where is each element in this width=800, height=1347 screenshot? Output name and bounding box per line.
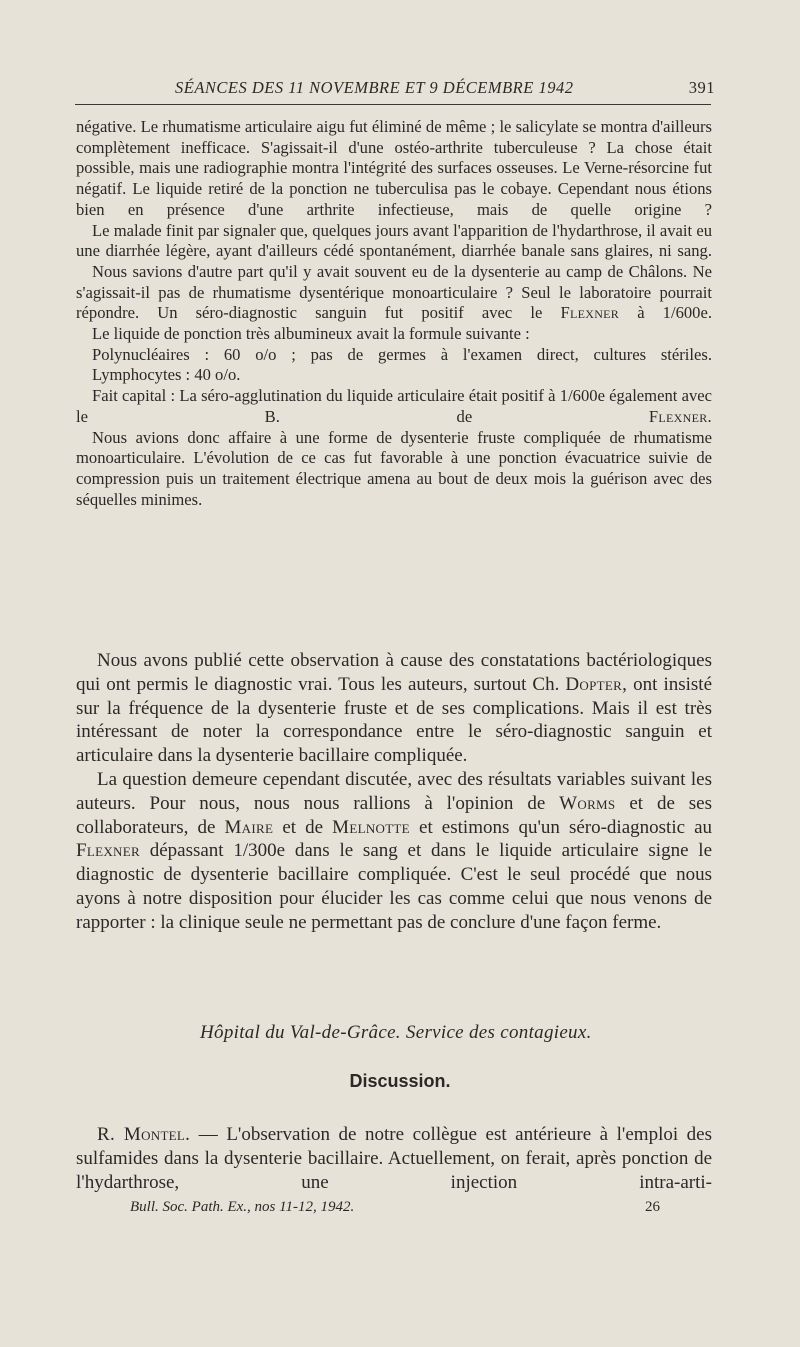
discussion-heading: Discussion. xyxy=(349,1071,451,1091)
author-name: Flexner xyxy=(560,303,620,323)
bulletin-citation: Bull. Soc. Path. Ex., nos 11-12, 1942. xyxy=(130,1199,355,1215)
author-name: Dopter, xyxy=(565,673,628,695)
case-paragraph-lymphocytes: Lymphocytes : 40 o/o. xyxy=(92,365,241,385)
discussion-body xyxy=(76,1123,712,1194)
case-paragraph-origin: négative. Le rhumatisme articulaire aigu fut éliminé de même ; le salicylate se montra d'ailleurs complètement inefficace. S'agissait-il d'une ostéo-arthrite tuberculeuse ? La chose était possible, mais une radiographie montra l'intégrité des surfaces osseuses. Le Verne-résorcine fut négatif. Le liquide retiré de la ponction ne tuberculisa pas le cobaye. Cependant nous étions bien en présence d'une arthrite infectieuse, mais de quelle origine ? xyxy=(76,117,712,219)
author-name: Melnotte xyxy=(332,816,410,838)
signature-number: 26 xyxy=(645,1199,660,1215)
case-paragraph-laboratory xyxy=(76,262,712,324)
discussion-text: — L'observation de notre collègue est antérieure à l'emploi des sulfamides dans la dysenterie bacillaire. Actuellement, on ferait, après ponction de l'hydarthrose, une injection intra-arti- xyxy=(76,1124,713,1193)
case-paragraph-agglutination xyxy=(76,386,712,427)
commentary-paragraph-1: Nous avons publié cette observation à cause des constatations bactériologiques qui ont permis le diagnostic vrai. Tous les auteurs, surtout Ch. Dopter, ont insisté sur la fréquence de la dysenterie fruste et de ses complications. Mais il est très intéressant de noter la correspondance entre le séro-diagnostic sanguin et articulaire dans la dysenterie bacillaire compliquée. xyxy=(76,650,713,767)
case-paragraph-formula: Le liquide de ponction très albumineux avait la formule suivante : xyxy=(92,324,530,344)
author-name: Worms xyxy=(559,792,616,814)
case-paragraph-history: Le malade finit par signaler que, quelques jours avant l'apparition de l'hydarthrose, il avait eu une diarrhée légère, ayant d'ailleurs cédé spontanément, diarrhée banale sans glaires, ni sang. xyxy=(76,220,712,261)
case-report xyxy=(76,117,712,510)
case-paragraph-polynuclear: Polynucléaires : 60 o/o ; pas de germes à l'examen direct, cultures stériles. xyxy=(92,344,712,364)
author-name: Flexner xyxy=(76,840,140,862)
case-paragraph-conclusion: Nous avions donc affaire à une forme de dysenterie fruste compliquée de rhumatisme monoarticulaire. L'évolution de ce cas fut favorable à une ponction évacuatrice suivie de compression puis un traitement électrique amena au bout de deux mois la guérison avec des séquelles minimes. xyxy=(76,427,712,509)
author-name: Flexner. xyxy=(648,406,712,426)
discussion-paragraph xyxy=(76,1123,712,1194)
affiliation: Hôpital du Val-de-Grâce. Service des contagieux. xyxy=(200,1022,592,1043)
running-title: SÉANCES DES 11 NOVEMBRE ET 9 DÉCEMBRE 1942 xyxy=(175,78,574,97)
author-name: Maire xyxy=(224,816,274,838)
laboratory-text: Nous savions d'autre part qu'il y avait souvent eu de la dysenterie au camp de Châlons. Ne s'agissait-il pas de rhumatisme dysentérique monoarticulaire ? Seul le laboratoire pourrait répondre. Un séro-diagnostic sanguin fut positif avec le xyxy=(76,261,712,323)
speaker-name: R. Montel. xyxy=(97,1124,191,1145)
commentary xyxy=(76,649,712,935)
page-number: 391 xyxy=(688,78,715,97)
commentary-paragraph-2: La question demeure cependant discutée, avec des résultats variables suivant les auteurs. Pour nous, nous nous rallions à l'opinion de Worms et de ses collaborateurs, de Maire et de Melnotte et estimons qu'un séro-diagnostic au Flexner dépassant 1/300e dans le sang et dans le liquide articulaire signe le diagnostic de dysenterie bacillaire compliquée. C'est le seul procédé que nous ayons à notre disposition pour élucider les cas comme celui que nous venons de rapporter : la clinique seule ne permettant pas de conclure d'une façon ferme. xyxy=(76,768,713,933)
agglutination-text: Fait capital : La séro-agglutination du liquide articulaire était positif à 1/600e également avec le B. de xyxy=(76,386,712,426)
header-rule xyxy=(75,104,711,105)
laboratory-result: à 1/600e. xyxy=(637,303,712,323)
